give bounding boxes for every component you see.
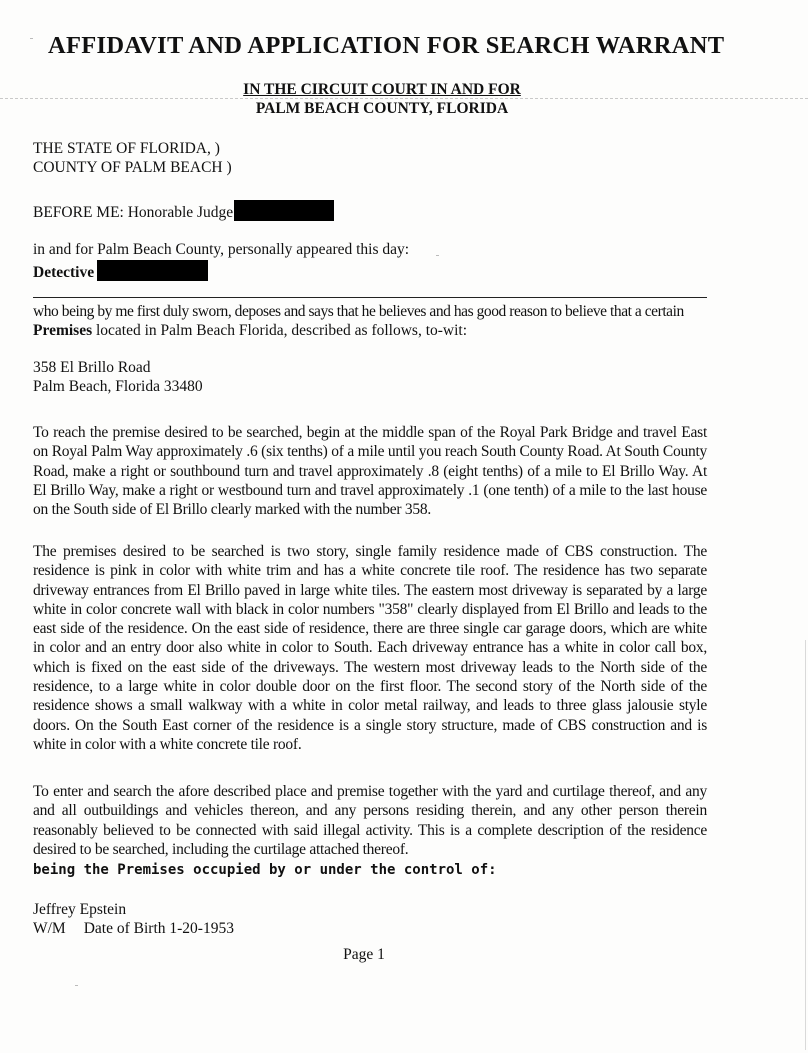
occupant-race-sex: W/M: [33, 920, 66, 937]
court-line-2: PALM BEACH COUNTY, FLORIDA: [255, 100, 509, 117]
sworn-line-1: who being by me first duly sworn, deposes and says that he believes and has good reason to believe that a certain: [33, 303, 684, 320]
description-paragraph: The premises desired to be searched is two story, single family residence made of CBS construction. The residence is pink in color with white trim and has a white concrete tile roof. The residence has two separate driveway entrances from El Brillo paved in large white tiles. The eastern most driveway is separated by a large white in color concrete wall with black in color numbers "358" clearly displayed from El Brillo and leads to the east side of the residence. On the east side of residence, there are three single car garage doors, which are white in color and an entry door also white in color to South. Each driveway entrance has a white in color call box, which is fixed on the east side of the driveways. The western most driveway leads to the North side of the residence, to a large white in color double door on the first floor. The second story of the North side of the residence shows a small walkway with a white in color metal railway, and leads to three glass jalousie style doors. On the South East corner of the residence is a single story structure, made of CBS construction and is white in color with a white concrete tile roof.: [33, 543, 707, 753]
occupant-name: Jeffrey Epstein: [33, 901, 127, 918]
premises-word: Premises: [33, 322, 93, 340]
scan-edge-shadow: [805, 640, 806, 1050]
document-title: AFFIDAVIT AND APPLICATION FOR SEARCH WARRANT: [48, 32, 725, 59]
court-line-1: IN THE CIRCUIT COURT IN AND FOR: [243, 81, 521, 98]
scan-speck: [436, 255, 439, 256]
directions-paragraph: To reach the premise desired to be searched, begin at the middle span of the Royal Park Bridge and travel East on Royal Palm Way approximately .6 (six tenths) of a mile until you reach South County Road. At South County Road, make a right or southbound turn and travel approximately .8 (eight tenths) of a mile to El Brillo Way. At El Brillo Way, make a right or westbound turn and travel approximately .1 (one tenth) of a mile to the last house on the South side of El Brillo clearly marked with the number 358.: [33, 424, 707, 519]
state-line: THE STATE OF FLORIDA, ): [33, 140, 220, 157]
scan-speck: [30, 38, 33, 39]
appeared-line: in and for Palm Beach County, personally appeared this day:: [33, 241, 410, 258]
detective-line: [33, 260, 208, 282]
occupant-details: [33, 920, 234, 938]
page-number: Page 1: [343, 946, 385, 963]
signature-rule: [33, 297, 707, 298]
court-heading: [0, 80, 764, 118]
enter-search-paragraph: To enter and search the afore described place and premise together with the yard and curtilage thereof, and any and all outbuildings and vehicles thereon, and any persons residing therein, and any other person therein reasonably believed to be connected with said illegal activity. This is a complete description of the residence desired to be searched, including the curtilage attached thereof.: [33, 783, 707, 858]
sworn-statement: [33, 302, 707, 341]
detective-name-redaction: [97, 260, 208, 281]
address-line-2: Palm Beach, Florida 33480: [33, 378, 203, 395]
address-line-1: 358 El Brillo Road: [33, 359, 151, 376]
county-line: COUNTY OF PALM BEACH ): [33, 159, 232, 176]
before-me-text: BEFORE ME: Honorable Judge: [33, 204, 234, 221]
before-me-line: [33, 200, 334, 222]
occupant-dob: Date of Birth 1-20-1953: [83, 920, 234, 937]
occupied-by-line: being the Premises occupied by or under the control of:: [33, 862, 497, 878]
detective-label: Detective: [33, 264, 95, 281]
judge-name-redaction: [234, 200, 334, 221]
scan-speck: [75, 985, 78, 986]
sworn-line-2: located in Palm Beach Florida, described as follows, to-wit:: [92, 322, 468, 340]
